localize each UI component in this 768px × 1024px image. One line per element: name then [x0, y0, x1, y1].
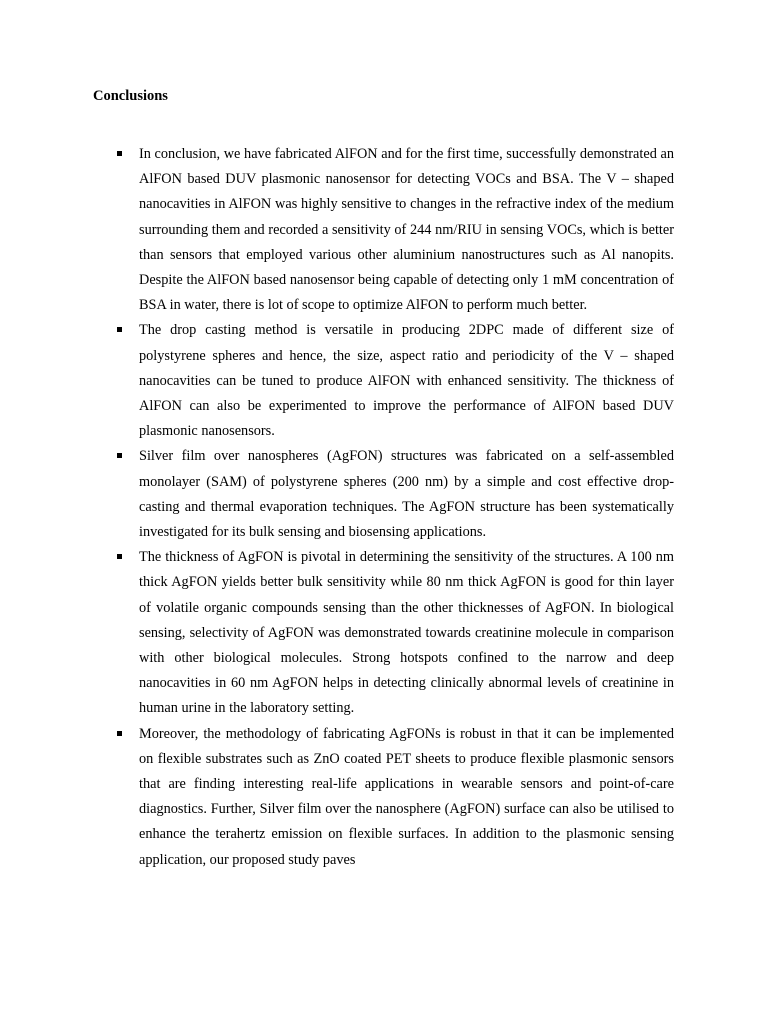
conclusions-bullet-list [0, 142, 768, 873]
bullet-item-5 [139, 722, 674, 873]
bullet-text-5: Moreover, the methodology of fabricating AgFONs is robust in that it can be implemented on flexible substrates such as ZnO coated PET sheets to produce flexible plasmonic sensors that are finding interesting real-life applications in wearable sensors and point-of-care diagnostics. Further, Silver film over the nanosphere (AgFON) surface can also be utilised to enhance the terahertz emission on flexible surfaces. In addition to the plasmonic sensing application, our proposed study paves [139, 725, 674, 868]
square-bullet-icon [117, 151, 122, 156]
bullet-text-1: In conclusion, we have fabricated AlFON and for the first time, successfully demonstrated an AlFON based DUV plasmonic nanosensor for detecting VOCs and BSA. The V – shaped nanocavities in AlFON was highly sensitive to changes in the refractive index of the medium surrounding them and recorded a sensitivity of 244 nm/RIU in sensing VOCs, which is better than sensors that employed various other aluminium nanostructures such as Al nanopits. Despite the AlFON based nanosensor being capable of detecting only 1 mM concentration of BSA in water, there is lot of scope to optimize AlFON to perform much better. [139, 146, 674, 314]
section-heading: Conclusions [93, 88, 168, 104]
square-bullet-icon [117, 554, 122, 559]
bullet-text-4: The thickness of AgFON is pivotal in determining the sensitivity of the structures. A 100 nm thick AgFON yields better bulk sensitivity while 80 nm thick AgFON is good for thin layer of volatile organic compounds sensing than the other thicknesses of AgFON. In biological sensing, selectivity of AgFON was demonstrated towards creatinine molecule in comparison with other biological molecules. Strong hotspots confined to the narrow and deep nanocavities in 60 nm AgFON helps in detecting clinically abnormal levels of creatinine in human urine in the laboratory setting. [139, 549, 674, 717]
square-bullet-icon [117, 731, 122, 736]
square-bullet-icon [117, 453, 122, 458]
bullet-item-4 [139, 545, 674, 721]
bullet-item-1 [139, 142, 674, 318]
bullet-item-3 [139, 444, 674, 545]
bullet-text-3: Silver film over nanospheres (AgFON) structures was fabricated on a self-assembled monolayer (SAM) of polystyrene spheres (200 nm) by a simple and cost effective drop-casting and thermal evaporation techniques. The AgFON structure has been systematically investigated for its bulk sensing and biosensing applications. [139, 448, 674, 541]
bullet-item-2 [139, 318, 674, 444]
square-bullet-icon [117, 327, 122, 332]
bullet-text-2: The drop casting method is versatile in producing 2DPC made of different size of polystyrene spheres and hence, the size, aspect ratio and periodicity of the V – shaped nanocavities can be tuned to produce AlFON with enhanced sensitivity. The thickness of AlFON can also be experimented to improve the performance of AlFON based DUV plasmonic nanosensors. [139, 322, 674, 440]
